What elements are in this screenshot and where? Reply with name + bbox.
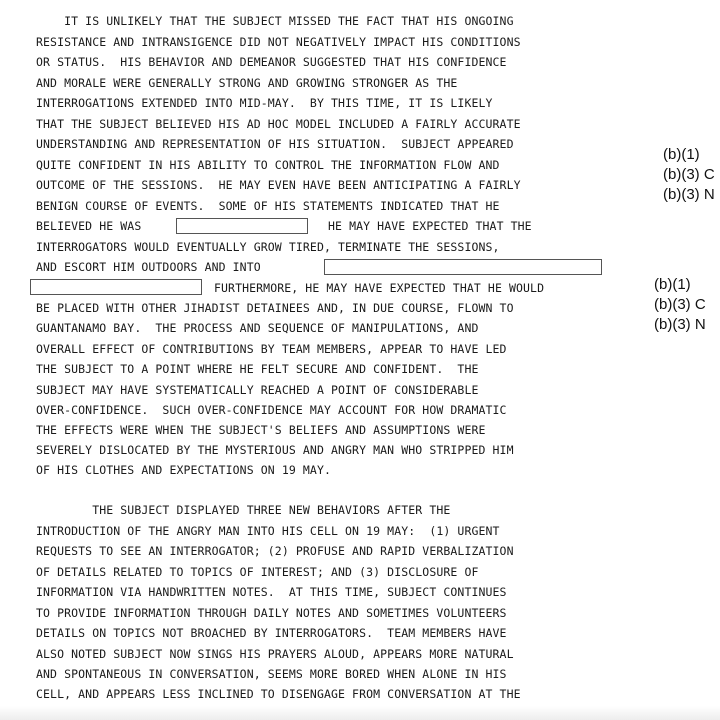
text-line: INFORMATION VIA HANDWRITTEN NOTES. AT THIS TIME, SUBJECT CONTINUES: [36, 585, 507, 599]
exemption-label: (b)(3) C: [654, 296, 706, 313]
scan-edge-shadow: [0, 706, 720, 720]
text-line: QUITE CONFIDENT IN HIS ABILITY TO CONTROL THE INFORMATION FLOW AND: [36, 158, 500, 172]
redaction-box: [176, 218, 308, 234]
text-line: ALSO NOTED SUBJECT NOW SINGS HIS PRAYERS ALOUD, APPEARS MORE NATURAL: [36, 647, 514, 661]
text-line: INTERROGATIONS EXTENDED INTO MID-MAY. BY THIS TIME, IT IS LIKELY: [36, 96, 493, 110]
text-line: SEVERELY DISLOCATED BY THE MYSTERIOUS AND ANGRY MAN WHO STRIPPED HIM: [36, 443, 514, 457]
text-line: DETAILS ON TOPICS NOT BROACHED BY INTERROGATORS. TEAM MEMBERS HAVE: [36, 626, 507, 640]
text-line: OVERALL EFFECT OF CONTRIBUTIONS BY TEAM MEMBERS, APPEAR TO HAVE LED: [36, 342, 507, 356]
text-line: FURTHERMORE, HE MAY HAVE EXPECTED THAT HE WOULD: [214, 281, 545, 295]
text-line: RESISTANCE AND INTRANSIGENCE DID NOT NEGATIVELY IMPACT HIS CONDITIONS: [36, 35, 521, 49]
text-line: OR STATUS. HIS BEHAVIOR AND DEMEANOR SUGGESTED THAT HIS CONFIDENCE: [36, 55, 507, 69]
exemption-label: (b)(1): [654, 276, 691, 293]
text-line: INTERROGATORS WOULD EVENTUALLY GROW TIRED, TERMINATE THE SESSIONS,: [36, 240, 500, 254]
exemption-label: (b)(3) N: [654, 316, 706, 333]
exemption-label: (b)(3) C: [663, 166, 715, 183]
text-line: THE SUBJECT DISPLAYED THREE NEW BEHAVIORS AFTER THE: [36, 503, 451, 517]
text-line: BENIGN COURSE OF EVENTS. SOME OF HIS STATEMENTS INDICATED THAT HE: [36, 199, 500, 213]
text-line: OVER-CONFIDENCE. SUCH OVER-CONFIDENCE MAY ACCOUNT FOR HOW DRAMATIC: [36, 403, 507, 417]
text-line: AND SPONTANEOUS IN CONVERSATION, SEEMS MORE BORED WHEN ALONE IN HIS: [36, 667, 507, 681]
text-line: THE SUBJECT TO A POINT WHERE HE FELT SECURE AND CONFIDENT. THE: [36, 362, 479, 376]
text-line: IT IS UNLIKELY THAT THE SUBJECT MISSED THE FACT THAT HIS ONGOING: [36, 14, 514, 28]
text-line: UNDERSTANDING AND REPRESENTATION OF HIS SITUATION. SUBJECT APPEARED: [36, 137, 514, 151]
text-line: BELIEVED HE WAS: [36, 219, 142, 233]
text-line: GUANTANAMO BAY. THE PROCESS AND SEQUENCE OF MANIPULATIONS, AND: [36, 321, 479, 335]
text-line: THAT THE SUBJECT BELIEVED HIS AD HOC MODEL INCLUDED A FAIRLY ACCURATE: [36, 117, 521, 131]
text-line: CELL, AND APPEARS LESS INCLINED TO DISENGAGE FROM CONVERSATION AT THE: [36, 687, 521, 701]
text-line: SUBJECT MAY HAVE SYSTEMATICALLY REACHED A POINT OF CONSIDERABLE: [36, 383, 479, 397]
text-line: HE MAY HAVE EXPECTED THAT THE: [328, 219, 532, 233]
text-line: INTRODUCTION OF THE ANGRY MAN INTO HIS CELL ON 19 MAY: (1) URGENT: [36, 524, 500, 538]
exemption-label: (b)(1): [663, 146, 700, 163]
exemption-label: (b)(3) N: [663, 186, 715, 203]
text-line: OF DETAILS RELATED TO TOPICS OF INTEREST; AND (3) DISCLOSURE OF: [36, 565, 479, 579]
redaction-box: [324, 259, 602, 275]
text-line: REQUESTS TO SEE AN INTERROGATOR; (2) PROFUSE AND RAPID VERBALIZATION: [36, 544, 514, 558]
text-line: AND ESCORT HIM OUTDOORS AND INTO: [36, 260, 261, 274]
text-line: OUTCOME OF THE SESSIONS. HE MAY EVEN HAVE BEEN ANTICIPATING A FAIRLY: [36, 178, 521, 192]
text-line: THE EFFECTS WERE WHEN THE SUBJECT'S BELIEFS AND ASSUMPTIONS WERE: [36, 423, 486, 437]
text-line: AND MORALE WERE GENERALLY STRONG AND GROWING STRONGER AS THE: [36, 76, 458, 90]
text-line: BE PLACED WITH OTHER JIHADIST DETAINEES AND, IN DUE COURSE, FLOWN TO: [36, 301, 514, 315]
redaction-box: [30, 279, 202, 295]
text-line: OF HIS CLOTHES AND EXPECTATIONS ON 19 MAY.: [36, 463, 331, 477]
text-line: TO PROVIDE INFORMATION THROUGH DAILY NOTES AND SOMETIMES VOLUNTEERS: [36, 606, 507, 620]
